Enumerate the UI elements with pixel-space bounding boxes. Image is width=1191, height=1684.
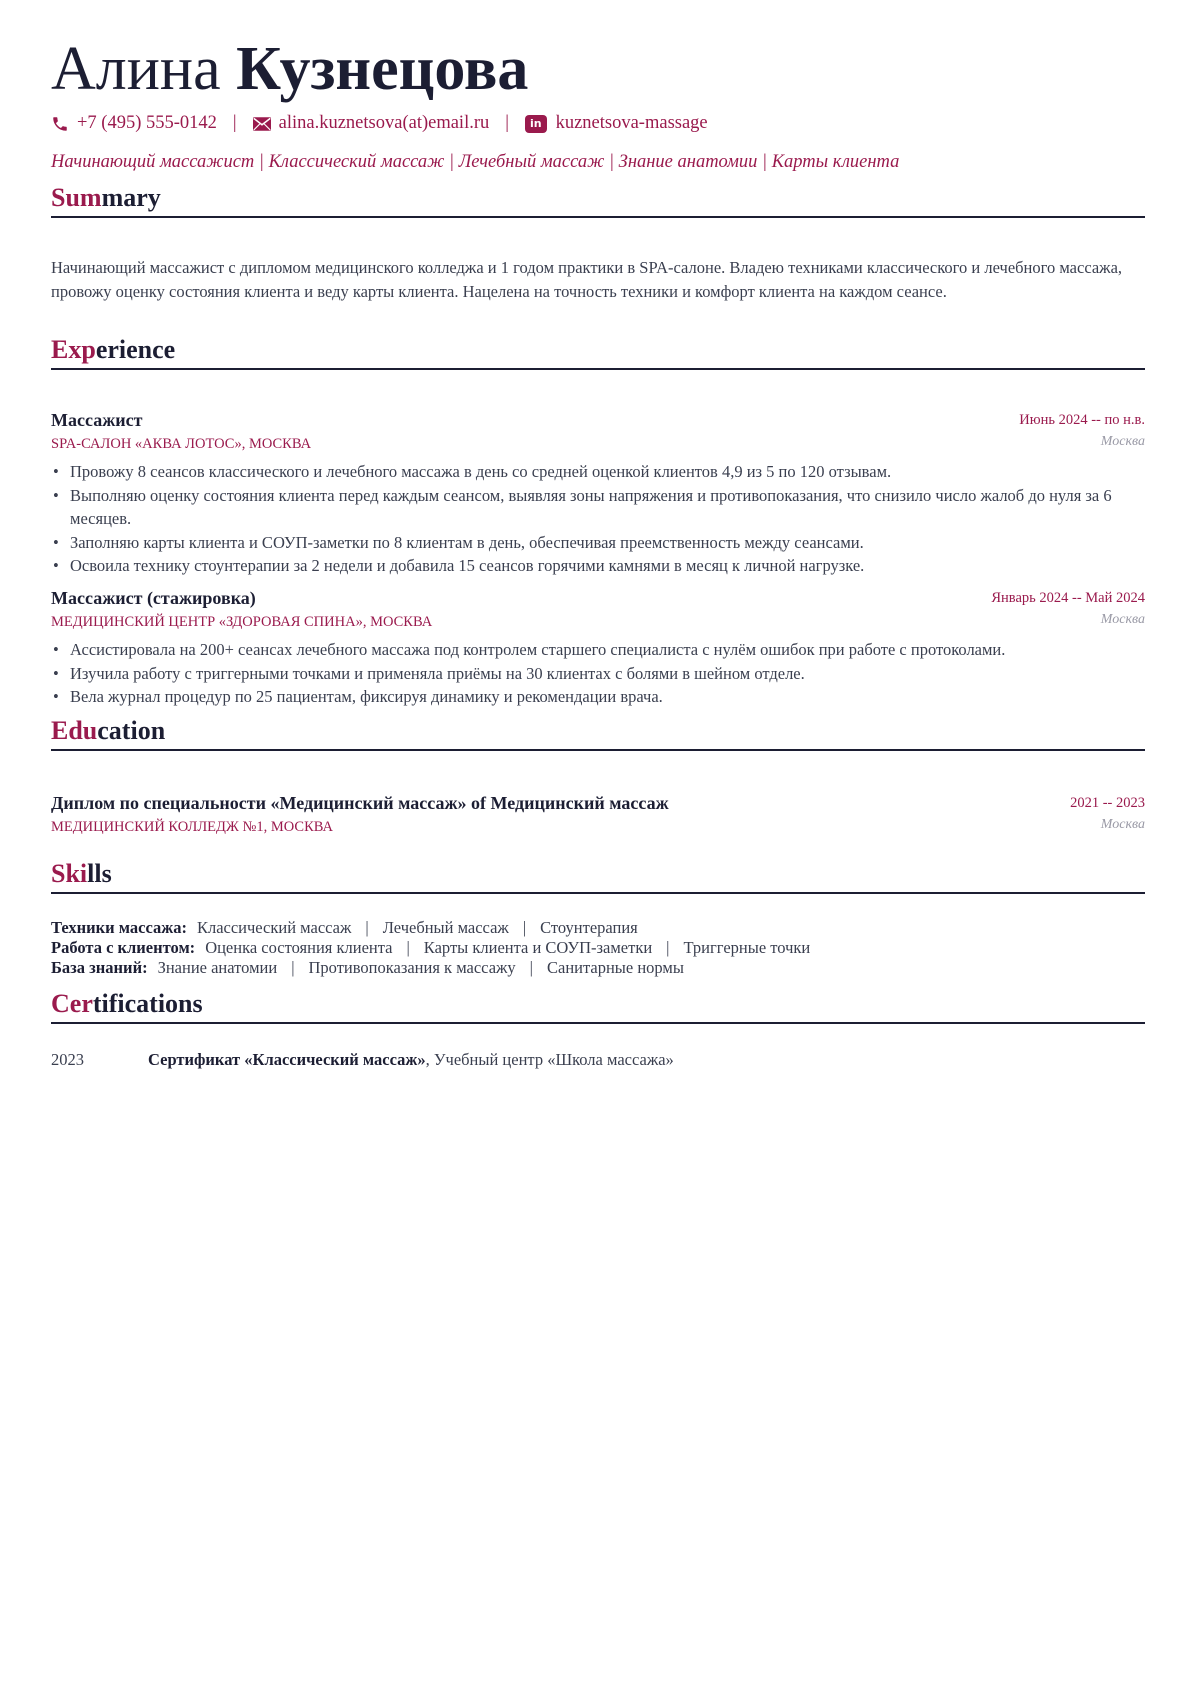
job-title: Массажист: [51, 410, 143, 430]
job-bullets: [51, 460, 1145, 578]
skills-heading-accent: Ski: [51, 859, 88, 888]
phone-number: +7 (495) 555-0142: [77, 113, 217, 133]
skill-separator: |: [406, 938, 410, 957]
education-heading-rest: cation: [97, 716, 166, 745]
skill-separator: |: [529, 958, 533, 977]
skill-row: [51, 938, 810, 958]
contact-line: [51, 113, 708, 134]
last-name: Кузнецова: [236, 35, 529, 103]
certification-name: Сертификат «Классический массаж»: [148, 1050, 426, 1069]
job-location: Москва: [1100, 434, 1145, 449]
certification-text: [148, 1050, 674, 1070]
job-bullets: [51, 638, 1145, 709]
skill-category: База знаний:: [51, 958, 148, 977]
certification-issuer: , Учебный центр «Школа массажа»: [425, 1050, 674, 1069]
job-title: Массажист (стажировка): [51, 588, 256, 608]
skill-separator: |: [666, 938, 670, 957]
skill-separator: |: [522, 918, 527, 937]
skill-item: Классический массаж: [196, 918, 352, 937]
linkedin-handle: kuznetsova-massage: [555, 113, 708, 133]
skill-item: Санитарные нормы: [546, 958, 684, 977]
candidate-name: [51, 35, 529, 103]
certification-year: 2023: [51, 1050, 84, 1069]
list-item: • Изучила работу с триггерными точками и применяла приёмы на 30 клиентах с болями в шейном отделе.: [51, 662, 1145, 686]
summary-heading-rest: mary: [101, 183, 161, 212]
skill-item: Оценка состояния клиента: [205, 938, 393, 957]
list-item: • Вела журнал процедур по 25 пациентам, фиксируя динамику и рекомендации врача.: [51, 685, 1145, 709]
experience-heading: [51, 334, 1145, 370]
school-name: МЕДИЦИНСКИЙ КОЛЛЕДЖ №1, МОСКВА: [51, 819, 333, 835]
first-name: Алина: [51, 35, 221, 103]
experience-heading-rest: erience: [95, 335, 176, 364]
skill-row: [51, 918, 638, 938]
skill-item: Карты клиента и СОУП-заметки: [423, 938, 653, 957]
skills-heading-rest: lls: [87, 859, 112, 888]
skill-item: Противопоказания к массажу: [308, 958, 516, 977]
degree-title: Диплом по специальности «Медицинский массаж» of Медицинский массаж: [51, 793, 669, 813]
experience-heading-accent: Exp: [51, 335, 96, 364]
summary-heading: [51, 182, 1145, 218]
summary-heading-accent: Sum: [51, 183, 102, 212]
skill-item: Знание анатомии: [157, 958, 278, 977]
education-location: Москва: [1100, 817, 1145, 832]
skill-separator: |: [365, 918, 369, 937]
certifications-heading-rest: tifications: [92, 989, 203, 1018]
list-item: • Освоила технику стоунтерапии за 2 недели и добавила 15 сеансов горячими камнями в месяц к личной нагрузке.: [51, 554, 1145, 578]
phone-contact[interactable]: [51, 113, 217, 134]
list-item: • Провожу 8 сеансов классического и лечебного массажа в день со средней оценкой клиентов 4,9 из 5 по 120 отзывам.: [51, 460, 1145, 484]
education-date: 2021 -- 2023: [1070, 795, 1145, 811]
skill-row: [51, 958, 684, 978]
summary-text: Начинающий массажист с дипломом медицинского колледжа и 1 годом практики в SPA-салоне. Владею техниками классического и лечебного массажа, провожу оценку состояния клиента и веду карты клиента. Нацелена на точность техники и комфорт клиента на каждом сеансе.: [51, 258, 1123, 301]
linkedin-contact[interactable]: [525, 113, 708, 134]
job-company: МЕДИЦИНСКИЙ ЦЕНТР «ЗДОРОВАЯ СПИНА», МОСКВА: [51, 614, 433, 630]
skill-item: Триггерные точки: [683, 938, 811, 957]
tagline: Начинающий массажист | Классический массаж | Лечебный массаж | Знание анатомии | Карты клиента: [51, 152, 900, 172]
list-item: • Ассистировала на 200+ сеансах лечебного массажа под контролем старшего специалиста с нулём ошибок при работе с протоколами.: [51, 638, 1145, 662]
list-item: • Заполняю карты клиента и СОУП-заметки по 8 клиентам в день, обеспечивая преемственность между сеансами.: [51, 531, 1145, 555]
phone-icon: [51, 115, 69, 133]
skill-separator: |: [291, 958, 295, 977]
job-date: Январь 2024 -- Май 2024: [991, 590, 1145, 606]
skill-item: Лечебный массаж: [382, 918, 509, 937]
email-address: alina.kuznetsova(at)email.ru: [278, 113, 490, 133]
envelope-icon: [253, 117, 271, 131]
job-date: Июнь 2024 -- по н.в.: [1019, 412, 1145, 428]
skill-item: Стоунтерапия: [540, 918, 638, 937]
list-item: • Выполняю оценку состояния клиента перед каждым сеансом, выявляя зоны напряжения и противопоказания, что снизило число жалоб до нуля за 6 месяцев.: [51, 484, 1145, 531]
certifications-heading: [51, 988, 1145, 1024]
skill-category: Работа с клиентом:: [51, 938, 196, 957]
education-heading-accent: Edu: [51, 716, 98, 745]
skills-heading: [51, 858, 1145, 894]
skill-category: Техники массажа:: [51, 918, 187, 937]
email-contact[interactable]: [253, 113, 490, 134]
job-company: SPA-САЛОН «АКВА ЛОТОС», МОСКВА: [51, 436, 312, 452]
contact-separator: |: [232, 113, 237, 133]
job-location: Москва: [1100, 612, 1145, 627]
contact-separator: |: [505, 113, 509, 133]
education-heading: [51, 715, 1145, 751]
linkedin-icon: in: [525, 115, 547, 133]
certifications-heading-accent: Cer: [51, 989, 93, 1018]
